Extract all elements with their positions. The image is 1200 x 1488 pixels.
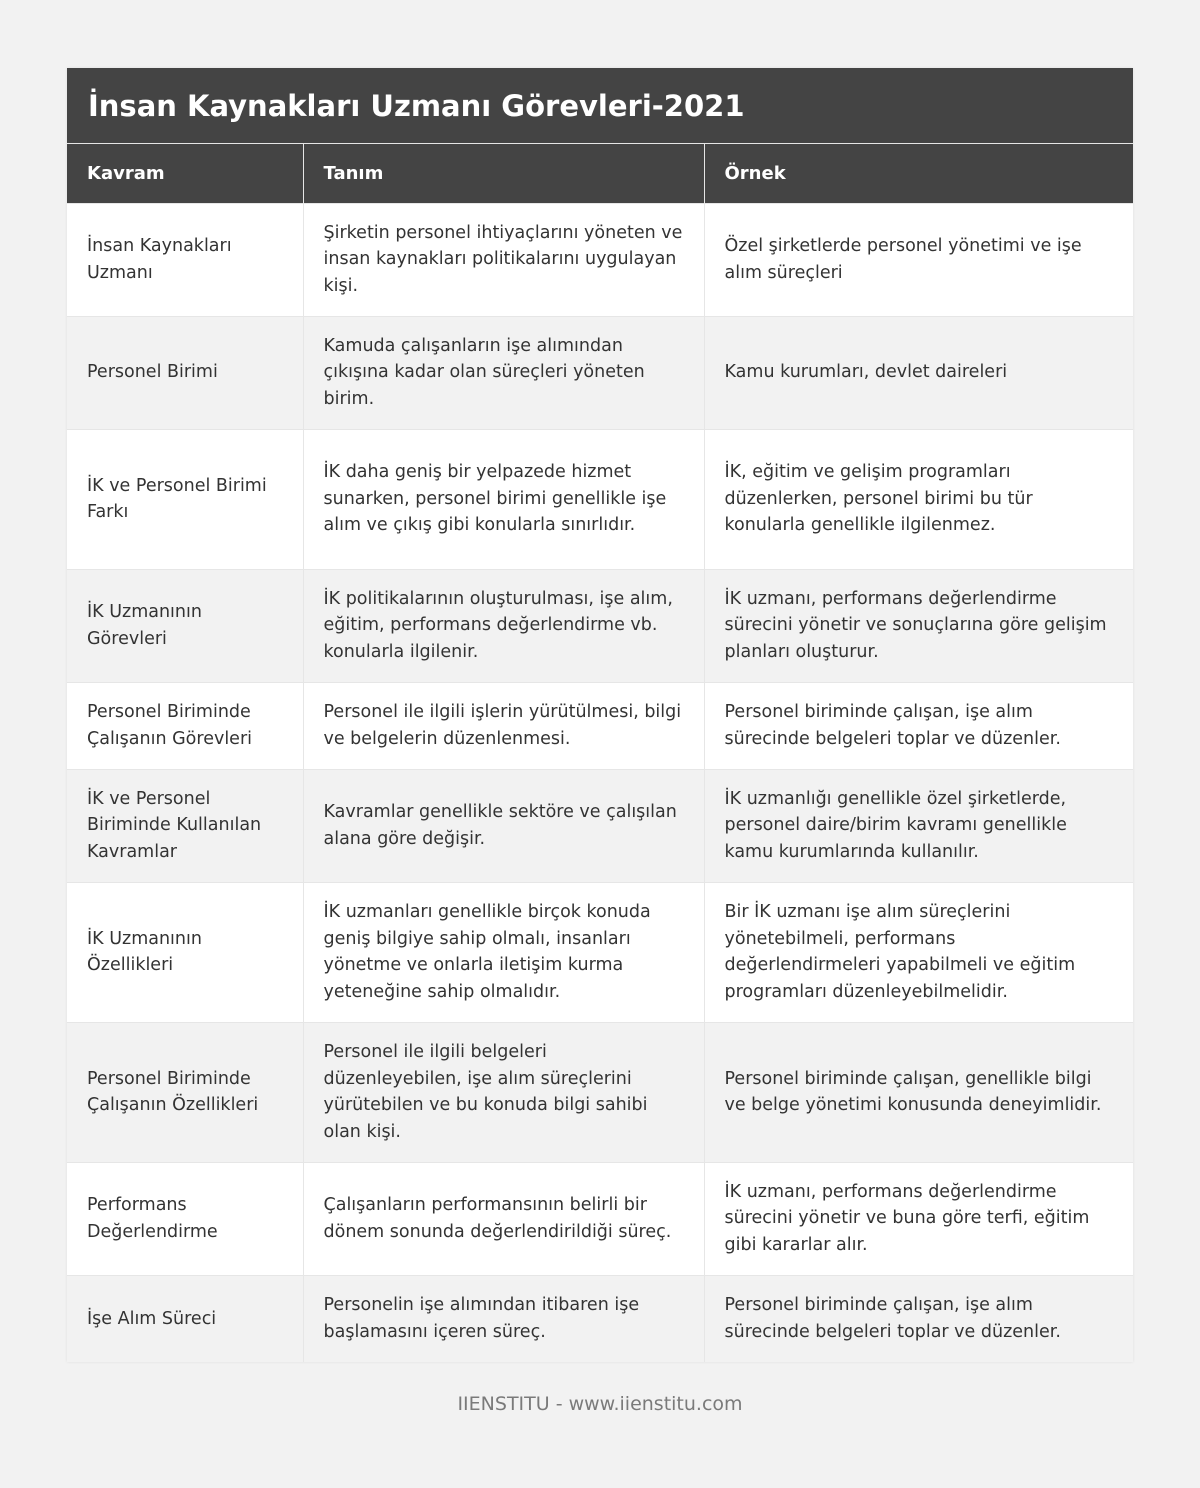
table-row bbox=[67, 316, 1133, 429]
cell-tanim: İK daha geniş bir yelpazede hizmet sunarken, personel birimi genellikle işe alım ve çıkış gibi konularla sınırlıdır. bbox=[303, 429, 704, 569]
cell-kavram: Performans Değerlendirme bbox=[67, 1162, 303, 1275]
cell-kavram: Personel Biriminde Çalışanın Görevleri bbox=[67, 682, 303, 769]
cell-ornek: Personel biriminde çalışan, genellikle bilgi ve belge yönetimi konusunda deneyimlidir. bbox=[704, 1022, 1133, 1162]
cell-ornek: Kamu kurumları, devlet daireleri bbox=[704, 316, 1133, 429]
cell-tanim: İK politikalarının oluşturulması, işe alım, eğitim, performans değerlendirme vb. konularla ilgilenir. bbox=[303, 569, 704, 682]
cell-kavram: İK ve Personel Birimi Farkı bbox=[67, 429, 303, 569]
column-header-tanim: Tanım bbox=[303, 144, 704, 203]
cell-ornek: İK uzmanı, performans değerlendirme sürecini yönetir ve buna göre terfi, eğitim gibi kararlar alır. bbox=[704, 1162, 1133, 1275]
cell-ornek: İK uzmanı, performans değerlendirme sürecini yönetir ve sonuçlarına göre gelişim planları oluşturur. bbox=[704, 569, 1133, 682]
table-row bbox=[67, 882, 1133, 1022]
cell-kavram: İşe Alım Süreci bbox=[67, 1275, 303, 1362]
cell-kavram: Personel Biriminde Çalışanın Özellikleri bbox=[67, 1022, 303, 1162]
footer-source: IIENSTITU - www.iienstitu.com bbox=[457, 1393, 743, 1415]
table-row bbox=[67, 203, 1133, 316]
table-row bbox=[67, 682, 1133, 769]
table-row bbox=[67, 569, 1133, 682]
table-title: İnsan Kaynakları Uzmanı Görevleri-2021 bbox=[67, 68, 1133, 144]
cell-kavram: Personel Birimi bbox=[67, 316, 303, 429]
table-row bbox=[67, 1275, 1133, 1362]
cell-tanim: Çalışanların performansının belirli bir dönem sonunda değerlendirildiği süreç. bbox=[303, 1162, 704, 1275]
cell-tanim: Kamuda çalışanların işe alımından çıkışına kadar olan süreçleri yöneten birim. bbox=[303, 316, 704, 429]
cell-tanim: İK uzmanları genellikle birçok konuda geniş bilgiye sahip olmalı, insanları yönetme ve onlarla iletişim kurma yeteneğine sahip olmalıdır. bbox=[303, 882, 704, 1022]
cell-kavram: İnsan Kaynakları Uzmanı bbox=[67, 203, 303, 316]
cell-ornek: Bir İK uzmanı işe alım süreçlerini yönetebilmeli, performans değerlendirmeleri yapabilmeli ve eğitim programları düzenleyebilmelidir. bbox=[704, 882, 1133, 1022]
table-card bbox=[67, 68, 1133, 1362]
cell-ornek: İK uzmanlığı genellikle özel şirketlerde, personel daire/birim kavramı genellikle kamu kurumlarında kullanılır. bbox=[704, 769, 1133, 882]
cell-kavram: İK Uzmanının Görevleri bbox=[67, 569, 303, 682]
cell-ornek: Özel şirketlerde personel yönetimi ve işe alım süreçleri bbox=[704, 203, 1133, 316]
table-row bbox=[67, 429, 1133, 569]
column-header-ornek: Örnek bbox=[704, 144, 1133, 203]
duties-table bbox=[67, 144, 1133, 1362]
header-row bbox=[67, 144, 1133, 203]
cell-tanim: Şirketin personel ihtiyaçlarını yöneten ve insan kaynakları politikalarını uygulayan kişi. bbox=[303, 203, 704, 316]
cell-tanim: Personel ile ilgili belgeleri düzenleyebilen, işe alım süreçlerini yürütebilen ve bu konuda bilgi sahibi olan kişi. bbox=[303, 1022, 704, 1162]
table-row bbox=[67, 1022, 1133, 1162]
cell-kavram: İK Uzmanının Özellikleri bbox=[67, 882, 303, 1022]
table-row bbox=[67, 1162, 1133, 1275]
cell-tanim: Kavramlar genellikle sektöre ve çalışılan alana göre değişir. bbox=[303, 769, 704, 882]
table-row bbox=[67, 769, 1133, 882]
column-header-kavram: Kavram bbox=[67, 144, 303, 203]
cell-ornek: Personel biriminde çalışan, işe alım sürecinde belgeleri toplar ve düzenler. bbox=[704, 1275, 1133, 1362]
cell-kavram: İK ve Personel Biriminde Kullanılan Kavramlar bbox=[67, 769, 303, 882]
cell-tanim: Personel ile ilgili işlerin yürütülmesi, bilgi ve belgelerin düzenlenmesi. bbox=[303, 682, 704, 769]
cell-tanim: Personelin işe alımından itibaren işe başlamasını içeren süreç. bbox=[303, 1275, 704, 1362]
cell-ornek: Personel biriminde çalışan, işe alım sürecinde belgeleri toplar ve düzenler. bbox=[704, 682, 1133, 769]
cell-ornek: İK, eğitim ve gelişim programları düzenlerken, personel birimi bu tür konularla genellikle ilgilenmez. bbox=[704, 429, 1133, 569]
